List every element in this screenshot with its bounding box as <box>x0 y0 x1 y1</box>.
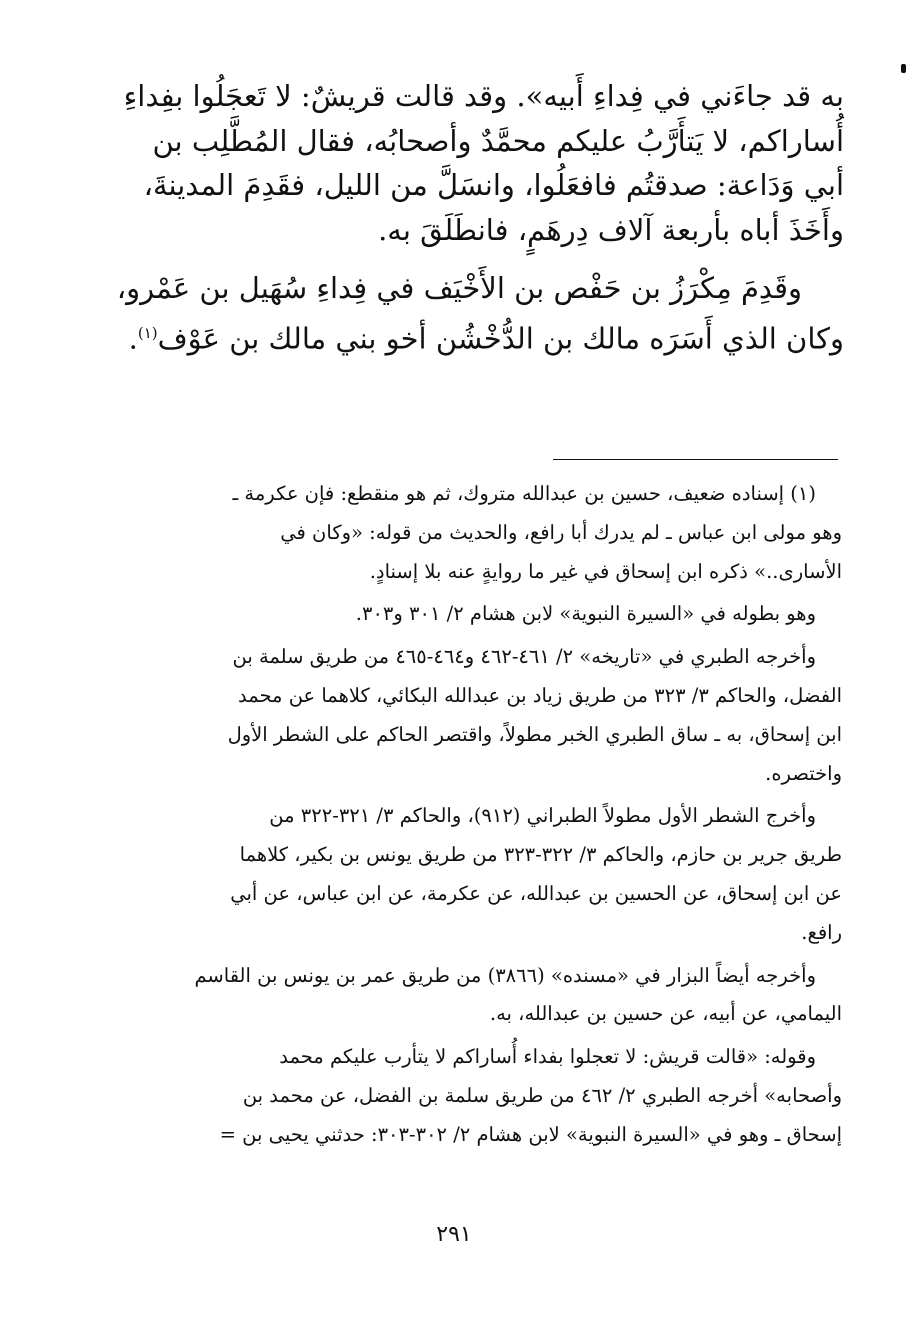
footnote-line: عن ابن إسحاق، عن الحسين بن عبدالله، عن عكرمة، عن ابن عباس، عن أبي <box>230 881 842 905</box>
footnote-line: رافع. <box>801 920 842 944</box>
main-text <box>116 74 844 361</box>
footnote-line: اليمامي، عن أبيه، عن حسين بن عبدالله، به. <box>489 1002 842 1026</box>
footnote-line: واختصره. <box>765 761 842 785</box>
footnote-line: وهو مولى ابن عباس ـ لم يدرك أبا رافع، والحديث من قوله: «وكان في <box>280 520 842 544</box>
page-number: ٢٩١ <box>436 1222 472 1247</box>
footnote-line: وهو بطوله في «السيرة النبوية» لابن هشام ٢/ ٣٠١ و٣٠٣. <box>355 602 816 626</box>
main-line: أبي وَدَاعة: صدقتُم فافعَلُوا، وانسَلَّ من الليل، فقَدِمَ المدينةَ، <box>143 168 844 203</box>
footnote-separator <box>553 459 838 460</box>
footnote-line: وأخرجه الطبري في «تاريخه» ٢/ ٤٦١-٤٦٢ و٤٦٤-٤٦٥ من طريق سلمة بن <box>232 645 816 669</box>
footnote-line: وقوله: «قالت قريش: لا تعجلوا بفداء أُساراكم لا يتأرب عليكم محمد <box>279 1045 816 1069</box>
footnote-reference: (١) <box>137 323 158 342</box>
footnote-line: الأسارى..» ذكره ابن إسحاق في غير ما روايةٍ عنه بلا إسنادٍ. <box>369 559 842 583</box>
footnote-line: ابن إسحاق، به ـ ساق الطبري الخبر مطولاً، واقتصر الحاكم على الشطر الأول <box>227 722 842 746</box>
main-line: أُساراكم، لا يَتأَرَّبُ عليكم محمَّدٌ وأصحابُه، فقال المُطَّلِب بن <box>152 123 844 158</box>
main-line-text: وكان الذي أَسَرَه مالك بن الدُّخْشُن أخو بني مالك بن عَوْف <box>157 321 844 356</box>
footnote-line: طريق جرير بن حازم، والحاكم ٣/ ٣٢٢-٣٢٣ من طريق يونس بن بكير، كلاهما <box>239 843 842 867</box>
main-line: به قد جاءَني في فِداءِ أَبيه». وقد قالت قريشٌ: لا تَعجَلُوا بفِداءِ <box>123 79 844 113</box>
footnote-line: (١) إسناده ضعيف، حسين بن عبدالله متروك، ثم هو منقطع: فإن عكرمة ـ <box>232 482 816 505</box>
main-line-last <box>128 311 844 361</box>
main-line: وأَخَذَ أباه بأربعة آلاف دِرهَمٍ، فانطَلَقَ به. <box>378 212 844 247</box>
footnote-line: إسحاق ـ وهو في «السيرة النبوية» لابن هشام ٢/ ٣٠٢-٣٠٣: حدثني يحيى بن = <box>219 1122 842 1146</box>
main-line: وقَدِمَ مِكْرَزُ بن حَفْص بن الأَخْيَف في فِداءِ سُهَيل بن عَمْرو، <box>116 271 802 306</box>
footnote-line: الفضل، والحاكم ٣/ ٣٢٣ من طريق زياد بن عبدالله البكائي، كلاهما عن محمد <box>237 683 842 707</box>
main-line-end: . <box>128 321 138 356</box>
footnotes <box>132 475 842 1155</box>
footnote-line: وأخرجه أيضاً البزار في «مسنده» (٣٨٦٦) من طريق عمر بن يونس بن القاسم <box>194 963 816 987</box>
footnote-line: وأصحابه» أخرجه الطبري ٢/ ٤٦٢ من طريق سلمة بن الفضل، عن محمد بن <box>242 1083 842 1107</box>
edge-ink-mark <box>901 64 906 73</box>
footnote-line: وأخرج الشطر الأول مطولاً الطبراني (٩١٢)، والحاكم ٣/ ٣٢١-٣٢٢ من <box>269 804 816 828</box>
